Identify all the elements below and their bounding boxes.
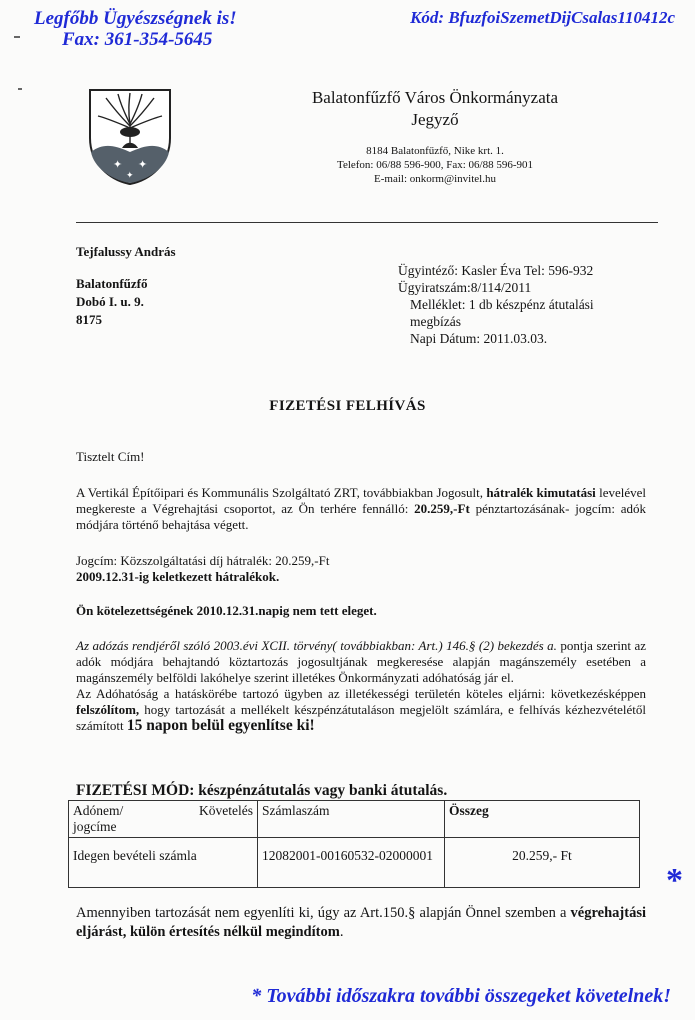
text-segment: levelével megkereste a Végrehajtási csoportot, az Ön terhére fennálló:: [76, 485, 646, 516]
arrears-period: 2009.12.31-ig keletkezett hátralékok.: [76, 569, 280, 584]
amount-bold: 20.259,-Ft: [414, 501, 470, 516]
deadline-bold: 15 napon belül egyenlítse ki!: [126, 717, 315, 734]
scan-speck: [14, 36, 20, 38]
paragraph-obligation: Ön kötelezettségének 2010.12.31.napig nem tett eleget.: [76, 603, 377, 618]
header-cell-amount: Összeg: [445, 801, 640, 838]
org-name: Balatonfűzfő Város Önkormányzata: [311, 88, 559, 107]
scan-speck: [18, 88, 22, 90]
annotation-line-1: Legfőbb Ügyészségnek is!: [34, 8, 237, 29]
text-segment: .: [339, 924, 344, 940]
annotation-star: *: [666, 862, 683, 899]
recipient-zip: 8175: [76, 312, 102, 327]
paragraph-legal-basis: [76, 638, 646, 734]
cell-type: Idegen bevételi számla: [69, 838, 258, 888]
org-contact: [270, 144, 600, 186]
header-divider: [76, 222, 658, 223]
attachment-line-1: Melléklet: 1 db készpénz átutalási: [410, 297, 594, 312]
text-segment-bold: felszólítom,: [76, 702, 140, 717]
org-address: 8184 Balatonfűzfő, Nike krt. 1.: [366, 145, 504, 157]
text-segment: Amennyiben tartozását nem egyenlíti ki, úgy az Art.150.§ alapján Önnel szemben a: [76, 905, 571, 921]
recipient-street: Dobó I. u. 9.: [76, 294, 144, 309]
cell-amount: 20.259,- Ft: [445, 838, 640, 888]
header-cell-account: Számlaszám: [258, 801, 445, 838]
paragraph-claim: [76, 485, 646, 533]
text-segment: hogy tartozását a mellékelt készpénzátutaláson megjelölt számlára, e felhívás kézhezvételétől számított: [76, 702, 646, 733]
recipient-name: Tejfalussy András: [76, 244, 176, 259]
greeting: Tisztelt Cím!: [76, 449, 145, 464]
letterhead: [270, 88, 600, 186]
file-number: Ügyiratszám:8/114/2011: [398, 280, 532, 295]
text-segment: pénztartozásának- jogcím: adók módjára történő behajtása végett.: [76, 501, 646, 532]
cell-account: 12082001-00160532-02000001: [258, 838, 445, 888]
annotation-top-left: [34, 8, 237, 50]
annotation-code: Kód: BfuzfoiSzemetDijCsalas110412c: [410, 8, 675, 27]
payment-method-title: FIZETÉSI MÓD: készpénzátutalás vagy banki átutalás.: [76, 782, 448, 799]
svg-text:✦: ✦: [113, 158, 123, 171]
attachment-line-2: megbízás: [410, 314, 461, 329]
header-text: Adónem/: [73, 803, 124, 818]
annotation-line-2: Fax: 361-354-5645: [62, 29, 213, 50]
reference-block: [398, 262, 594, 347]
text-segment: Az Adóhatóság a hatáskörébe tartozó ügyben az illetékességi területén köteles eljárni: következésképpen: [76, 686, 646, 701]
text-segment: A Vertikál Építőipari és Kommunális Szolgáltató ZRT, továbbiakban Jogosult,: [76, 485, 487, 500]
svg-text:✦: ✦: [138, 158, 148, 171]
header-text: Követelés: [199, 803, 253, 818]
law-citation: Az adózás rendjéről szóló 2003.évi XCII. törvény( továbbiakban: Art.) 146.§ (2) bekezdés a.: [76, 638, 557, 653]
letter-title: FIZETÉSI FELHÍVÁS: [269, 398, 426, 414]
org-email: E-mail: onkorm@invitel.hu: [374, 173, 496, 185]
paragraph-enforcement: [76, 904, 646, 942]
org-phone-fax: Telefon: 06/88 596-900, Fax: 06/88 596-901: [337, 159, 533, 171]
clerk: Ügyintéző: Kasler Éva Tel: 596-932: [398, 263, 594, 278]
svg-text:✦: ✦: [126, 171, 134, 181]
header-text: jogcíme: [73, 819, 117, 834]
payment-table: [68, 800, 640, 888]
table-header-row: [69, 801, 640, 838]
annotation-bottom: * További időszakra további összegeket követelnek!: [251, 985, 671, 1007]
text-segment-bold: hátralék kimutatási: [486, 485, 596, 500]
org-role: Jegyző: [411, 110, 459, 129]
header-cell-type: [69, 801, 258, 838]
paragraph-legal-title: [76, 553, 646, 585]
municipal-coat-of-arms-icon: [86, 86, 174, 186]
text-segment-bold: végrehajtási eljárást, külön értesítés nélkül megindítom: [76, 905, 646, 940]
document-date: Napi Dátum: 2011.03.03.: [410, 331, 548, 346]
recipient-city: Balatonfűzfő: [76, 276, 148, 291]
recipient-block: [76, 243, 176, 329]
text-segment: pontja szerint az adók módjára behajtandó köztartozás jogosultjának megkeresése alapján magánszemély esetében a magánszemély belföldi lakóhelye szerint illetékes Önkormányzati adóhatóság jár el.: [76, 638, 647, 685]
legal-title-line: Jogcím: Közszolgáltatási díj hátralék: 20.259,-Ft: [76, 553, 330, 568]
table-row: [69, 838, 640, 888]
